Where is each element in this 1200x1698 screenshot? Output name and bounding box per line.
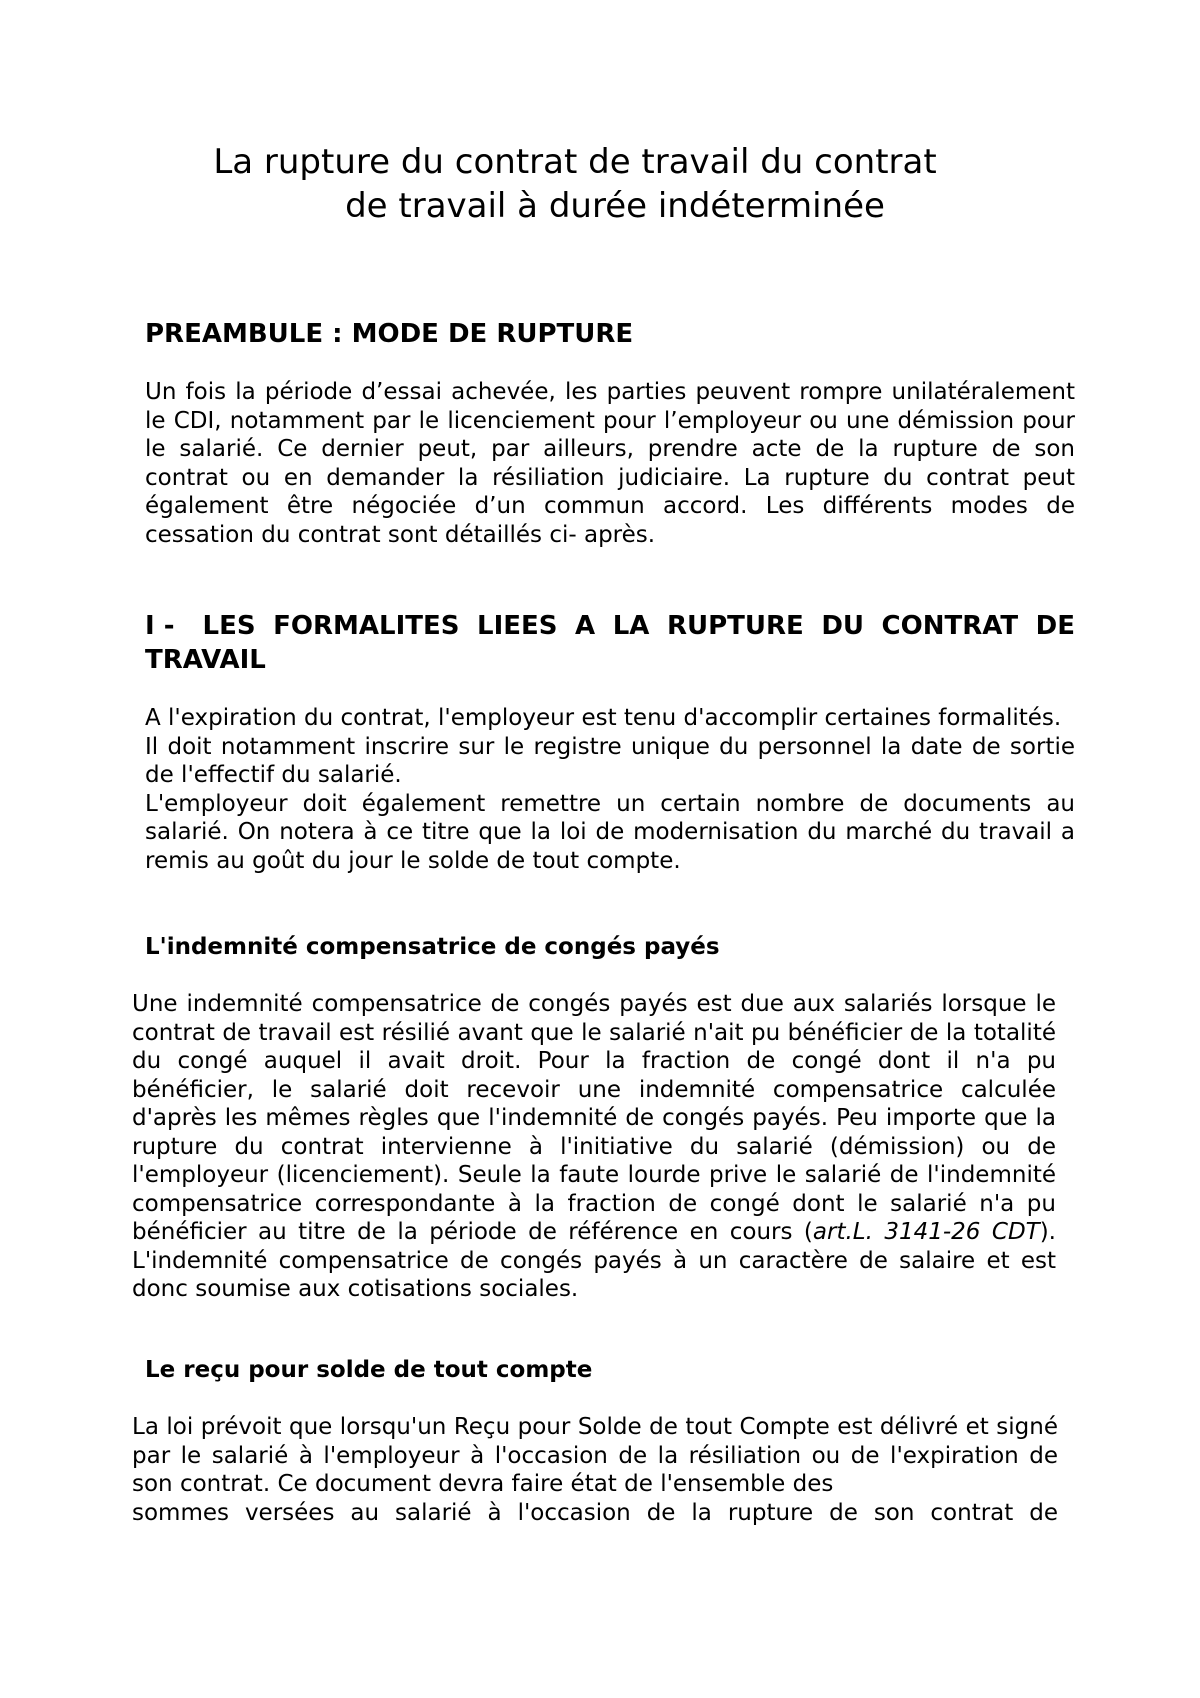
indemnite-text-before: Une indemnité compensatrice de congés payés est due aux salariés lorsque le contrat de travail est résilié avant que le salarié n'ait pu bénéficier de la totalité du congé auquel il avait droit. Pour la fraction de congé dont il n'a pu bénéficier, le salarié doit recevoir une indemnité compensatrice calculée d'après les mêmes règles que l'indemnité de congés payés. Peu importe que la rupture du contrat intervienne à l'initiative du salarié (démission) ou de l'employeur (licenciement). Seule la faute lourde prive le salarié de l'indemnité compensatrice correspondante à la fraction de congé dont le salarié n'a pu bénéficier au titre de la période de référence en cours ( — [132, 991, 1056, 1245]
recu-text: La loi prévoit que lorsqu'un Reçu pour Solde de tout Compte est délivré et signé par le salarié à l'employeur à l'occasion de la résiliation ou de l'expiration de son contrat. Ce document devra faire état de l'ensemble des — [132, 1414, 1058, 1497]
recu-text-last-line: sommes versées au salarié à l'occasion de la rupture de son contrat de — [132, 1499, 1058, 1526]
indemnite-text-after: ). L'indemnité compensatrice de congés payés à un caractère de salaire et est donc soumise aux cotisations sociales. — [132, 1219, 1056, 1302]
section-1-heading — [145, 609, 1075, 677]
section-1-number: I - — [145, 611, 175, 641]
preambule-paragraph: Un fois la période d’essai achevée, les parties peuvent rompre unilatéralement le CDI, notamment par le licenciement pour l’employeur ou une démission pour le salarié. Ce dernier peut, par ailleurs, prendre acte de la rupture de son contrat ou en demander la résiliation judiciaire. La rupture du contrat peut également être négociée d’un commun accord. Les différents modes de cessation du contrat sont détaillés ci- après. — [145, 379, 1075, 548]
section-1-title: LES FORMALITES LIEES A LA RUPTURE DU CONTRAT DE TRAVAIL — [145, 611, 1075, 675]
formalites-line-3: L'employeur doit également remettre un certain nombre de documents au salarié. On notera à ce titre que la loi de modernisation du marché du travail a remis au goût du jour le solde de tout compte. — [145, 790, 1075, 874]
formalites-line-2: Il doit notamment inscrire sur le registre unique du personnel la date de sortie de l'effectif du salarié. — [145, 733, 1075, 788]
legal-citation: art.L. 3141-26 CDT — [812, 1219, 1040, 1245]
formalites-paragraph — [145, 704, 1075, 875]
formalites-line-1: A l'expiration du contrat, l'employeur est tenu d'accomplir certaines formalités. — [145, 705, 1062, 731]
preambule-heading: PREAMBULE : MODE DE RUPTURE — [145, 319, 634, 349]
recu-paragraph — [132, 1413, 1058, 1527]
indemnite-paragraph — [132, 990, 1056, 1304]
document-title — [0, 140, 1200, 228]
recu-heading: Le reçu pour solde de tout compte — [145, 1357, 593, 1383]
title-line-2: de travail à durée indéterminée — [345, 186, 885, 226]
title-line-1: La rupture du contrat de travail du contrat — [213, 142, 937, 182]
indemnite-heading: L'indemnité compensatrice de congés payés — [145, 934, 720, 960]
